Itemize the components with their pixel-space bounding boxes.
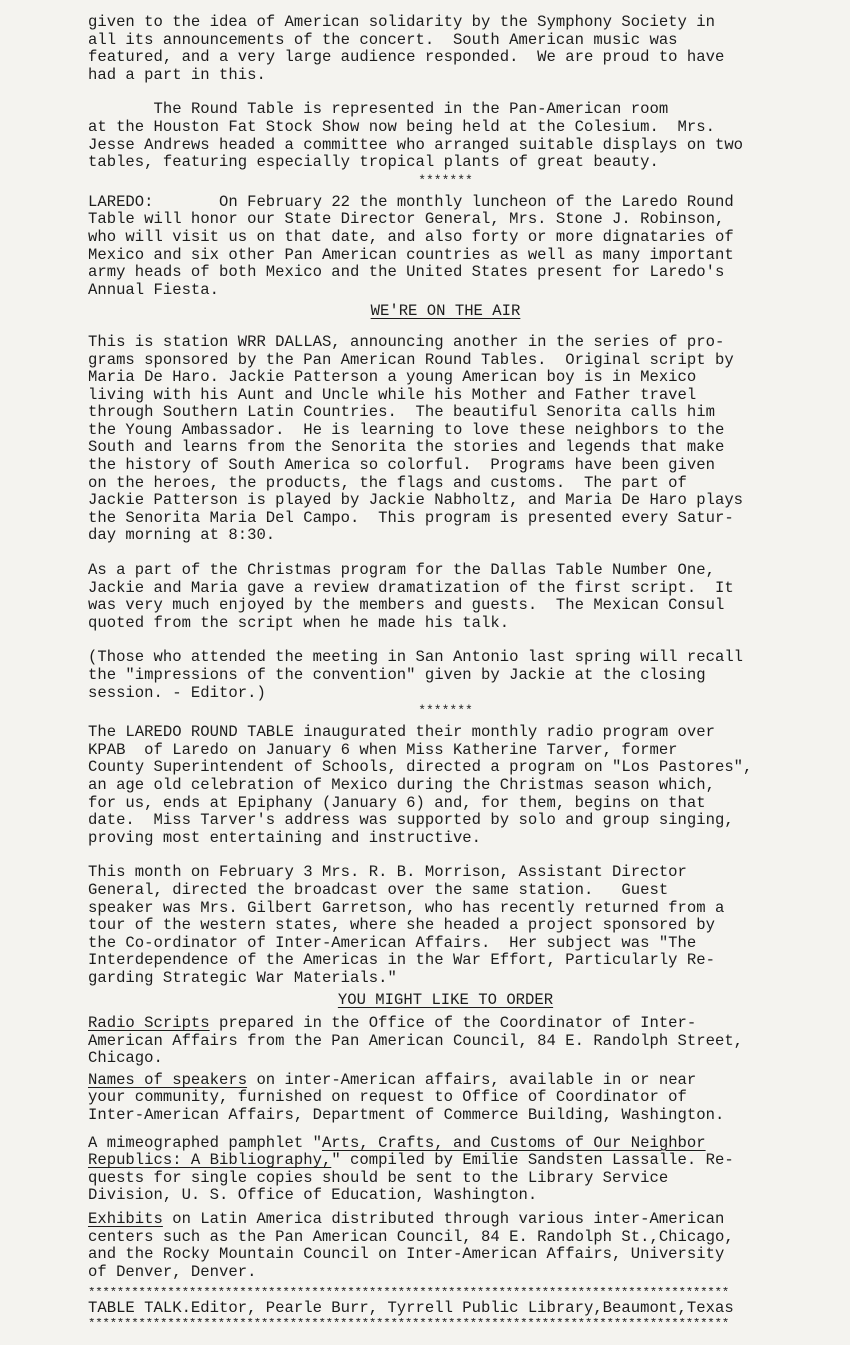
order-item-speakers: Names of speakers on inter-American affairs, available in or near your community, furnished on request to Office of Coordinator of Inter-American Affairs, Department of Commerce Building, Washington.: [88, 1070, 725, 1125]
order-item-title: Exhibits: [88, 1210, 163, 1229]
paragraph-symphony: given to the idea of American solidarity by the Symphony Society in all its announcements of the concert. South American music was featured, and a very large audience responded. We are proud to have had a part in this.: [88, 13, 725, 84]
paragraph-laredo-radio: The LAREDO ROUND TABLE inaugurated their monthly radio program over KPAB of Laredo on January 6 when Miss Katherine Tarver, former County Superintendent of Schools, directed a program on "Los Pastores", an age old celebration of Mexico during the Christmas season which, for us, ends at Epiphany (January 6) and, for them, begins on that date. Miss Tarver's address was supported by solo and group singing, proving most entertaining and instructive.: [88, 723, 753, 847]
order-item-exhibits: Exhibits on Latin America distributed through various inter-American centers such as the Pan American Council, 84 E. Randolph St.,Chicago, and the Rocky Mountain Council on Inter-American Affairs, University of Denver, Denver.: [88, 1210, 734, 1281]
footer-editor-line: TABLE TALK.Editor, Pearle Burr, Tyrrell Public Library,Beaumont,Texas: [88, 1299, 734, 1318]
heading-order: YOU MIGHT LIKE TO ORDER: [337, 990, 554, 1009]
paragraph-christmas-program: As a part of the Christmas program for the Dallas Table Number One, Jackie and Maria gave a review dramatization of the first script. It was very much enjoyed by the members and guests. The Mexican Consul quoted from the script when he made his talk.: [88, 561, 734, 632]
paragraph-houston: The Round Table is represented in the Pan-American room at the Houston Fat Stock Show now being held at the Colesium. Mrs. Jesse Andrews headed a committee who arranged suitable displays on two tables, featuring especially tropical plants of great beauty.: [88, 100, 744, 172]
heading-on-the-air: WE'RE ON THE AIR: [370, 302, 521, 321]
paragraph-wrr-dallas: This is station WRR DALLAS, announcing another in the series of pro- grams sponsored by the Pan American Round Tables. Original script by Maria De Haro. Jackie Patterson a young American boy is in Mexico living with his Aunt and Uncle while his Mother and Father travel through Southern Latin Countries. The beautiful Senorita calls him the Young Ambassador. He is learning to love these neighbors to the South and learns from the Senorita the stories and legends that make the history of South America so colorful. Programs have been given on the heroes, the products, the flags and customs. The part of Jackie Patterson is played by Jackie Nabholtz, and Maria De Haro plays the Senorita Maria Del Campo. This program is presented every Satur- day morning at 8:30.: [88, 332, 744, 545]
separator: *******: [418, 703, 473, 719]
footer-border-bottom: *****************************************************************************************: [88, 1318, 729, 1331]
laredo-first-line: On February 22 the monthly luncheon of the Laredo Round: [153, 192, 734, 211]
laredo-label: LAREDO:: [88, 192, 154, 211]
paragraph-february-broadcast: This month on February 3 Mrs. R. B. Morrison, Assistant Director General, directed the broadcast over the same station. Guest speaker was Mrs. Gilbert Garretson, who has recently returned from a tour of the western states, where she headed a project sponsored by the Co-ordinator of Inter-American Affairs. Her subject was "The Interdependence of the Americas in the War Effort, Particularly Re- garding Strategic War Materials.": [88, 863, 725, 987]
paragraph-editor-note: (Those who attended the meeting in San Antonio last spring will recall the "impressions of the convention" given by Jackie at the closing session. - Editor.): [88, 648, 744, 702]
footer-border-top: *****************************************************************************************: [88, 1287, 729, 1301]
order-item-title: Names of speakers: [88, 1070, 248, 1089]
newsletter-body: [88, 14, 803, 1331]
order-item-radio-scripts: Radio Scripts prepared in the Office of the Coordinator of Inter- American Affairs from the Pan American Council, 84 E. Randolph Street, Chicago.: [88, 1014, 744, 1068]
order-item-pamphlet: A mimeographed pamphlet "Arts, Crafts, and Customs of Our Neighbor Republics: A Bibliography," compiled by Emilie Sandsten Lassalle. Re- quests for single copies should be sent to the Library Service Division, U. S. Office of Education, Washington.: [88, 1133, 734, 1205]
separator: *******: [418, 172, 473, 188]
laredo-rest: Table will honor our State Director General, Mrs. Stone J. Robinson, who will visit us on that date, and also forty or more dignataries of Mexico and six other Pan American countries as well as many important army heads of both Mexico and the United States present for Laredo's Annual Fiesta.: [88, 210, 734, 299]
order-item-title: Radio Scripts: [88, 1014, 210, 1033]
order-item-title: Arts, Crafts, and Customs of Our Neighbor Republics: A Bibliography,: [88, 1133, 706, 1170]
paragraph-laredo-luncheon: [88, 194, 803, 300]
